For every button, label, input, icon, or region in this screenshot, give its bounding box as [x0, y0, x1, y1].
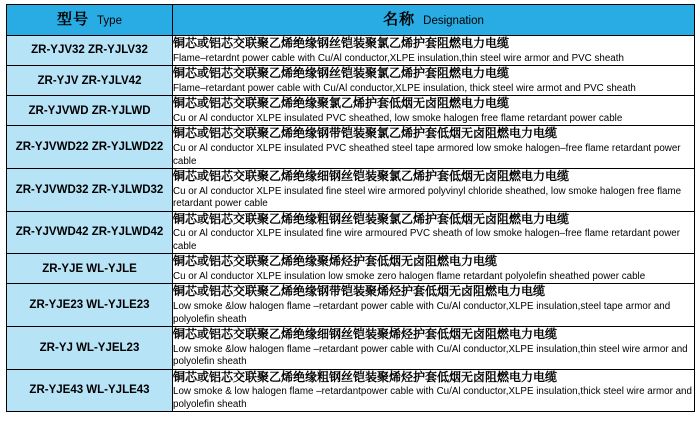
- cell-designation: [173, 284, 695, 327]
- designation-cn: 铜芯或铝芯交联聚乙烯绝缘细钢丝铠装聚氯乙烯护套低烟无卤阻燃电力电缆: [173, 169, 570, 184]
- cell-designation: [173, 211, 695, 254]
- cell-type: ZR-YJE23 WL-YJLE23: [7, 284, 173, 327]
- cell-type: ZR-YJVWD42 ZR-YJLWD42: [7, 211, 173, 254]
- designation-cn: 铜芯或铝芯交联聚乙烯绝缘聚烯烃护套低烟无卤阻燃电力电缆: [173, 254, 498, 269]
- cell-designation: [173, 126, 695, 169]
- cell-designation: [173, 369, 695, 412]
- table-header-row: [7, 5, 695, 36]
- designation-en: Flame–retardant power cable with Cu/Al conductor,XLPE insulation, thick steel wire armot and PVC sheath: [173, 82, 636, 94]
- cell-type: ZR-YJVWD32 ZR-YJLWD32: [7, 169, 173, 212]
- cell-designation: [173, 66, 695, 96]
- designation-cn: 铜芯或铝芯交联聚乙烯绝缘钢带铠装聚烯烃护套低烟无卤阻燃电力电缆: [173, 284, 546, 299]
- cell-type: ZR-YJVWD22 ZR-YJLWD22: [7, 126, 173, 169]
- table-row: [7, 66, 695, 96]
- designation-en: Cu or Al conductor XLPE insulated fine wire armoured PVC sheath of low smoke halogen–free flame retardant power cable: [173, 228, 680, 252]
- designation-cn: 铜芯或铝芯交联聚乙烯绝缘聚氯乙烯护套低烟无卤阻燃电力电缆: [173, 96, 510, 111]
- designation-en: Low smoke &low halogen flame –retardant power cable with Cu/Al conductor,XLPE insulation,steel tape armor and polyolefin sheath: [173, 301, 671, 325]
- table-row: [7, 254, 695, 284]
- designation-en: Low smoke &low halogen flame –retardant power cable with Cu/Al conductor,XLPE insulation,thin steel wire armor and polyolefin sheath: [173, 343, 688, 368]
- cell-type: ZR-YJE43 WL-YJLE43: [7, 369, 173, 412]
- table-row: [7, 169, 695, 212]
- designation-en: Cu or Al conductor XLPE insulated PVC sheathed, low smoke halogen free flame retardant power cable: [173, 112, 623, 124]
- designation-cn: 铜芯或铝芯交联聚乙烯绝缘粗钢丝铠装聚氯乙烯护套低烟无卤阻燃电力电缆: [173, 211, 570, 226]
- designation-en: Flame–retardnt power cable with Cu/Al conductor,XLPE insulation,thin steel wire armor and PVC sheath: [173, 52, 624, 64]
- table-row: [7, 96, 695, 126]
- cell-type: ZR-YJV32 ZR-YJLV32: [7, 36, 173, 66]
- cell-type: ZR-YJ WL-YJEL23: [7, 327, 173, 370]
- table-row: [7, 327, 695, 370]
- cell-designation: [173, 327, 695, 370]
- column-header-designation-cn: 名称: [383, 11, 416, 29]
- cell-type: ZR-YJV ZR-YJLV42: [7, 66, 173, 96]
- cell-designation: [173, 96, 695, 126]
- cable-specification-table: [6, 4, 695, 412]
- column-header-type-cn: 型号: [57, 11, 90, 29]
- table-header: [7, 5, 695, 36]
- column-header-type: [7, 5, 173, 36]
- designation-cn: 铜芯或铝芯交联聚乙烯绝缘钢丝铠装聚氯乙烯护套阻燃电力电缆: [173, 36, 510, 50]
- table-body: [7, 36, 695, 412]
- cell-type: ZR-YJVWD ZR-YJLWD: [7, 96, 173, 126]
- designation-en: Cu or Al conductor XLPE insulation low smoke zero halogen flame retardant polyolefin sheathed power cable: [173, 270, 646, 282]
- designation-cn: 铜芯或铝芯交联聚乙烯绝缘粗钢丝铠装聚烯烃护套低烟无卤阻燃电力电缆: [173, 369, 558, 384]
- designation-cn: 铜芯或铝芯交联聚乙烯绝缘钢丝铠装聚氯乙烯护套阻燃电力电缆: [173, 66, 510, 81]
- designation-en: Cu or Al conductor XLPE insulated fine steel wire armored polyvinyl chloride sheathed, low smoke halogen free flame retardant power cable: [173, 185, 682, 210]
- column-header-designation-en: Designation: [423, 15, 484, 28]
- table-row: [7, 36, 695, 66]
- cell-designation: [173, 254, 695, 284]
- column-header-type-en: Type: [97, 15, 122, 28]
- designation-en: Cu or Al conductor XLPE insulated PVC sheathed steel tape armored low smoke halogen–free flame retardant power cable: [173, 142, 681, 167]
- table-row: [7, 126, 695, 169]
- cell-designation: [173, 169, 695, 212]
- cell-designation: [173, 36, 695, 66]
- designation-cn: 铜芯或铝芯交联聚乙烯绝缘钢带铠装聚氯乙烯护套低烟无卤阻燃电力电缆: [173, 126, 558, 141]
- table-row: [7, 284, 695, 327]
- column-header-designation: [173, 5, 695, 36]
- cell-type: ZR-YJE WL-YJLE: [7, 254, 173, 284]
- designation-en: Low smoke & low halogen flame –retardantpower cable with Cu/Al conductor,XLPE insulation,thick steel wire armor and polyolefin sheath: [173, 386, 692, 410]
- table-row: [7, 211, 695, 254]
- table-row: [7, 369, 695, 412]
- designation-cn: 铜芯或铝芯交联聚乙烯绝缘细钢丝铠装聚烯烃护套低烟无卤阻燃电力电缆: [173, 327, 558, 342]
